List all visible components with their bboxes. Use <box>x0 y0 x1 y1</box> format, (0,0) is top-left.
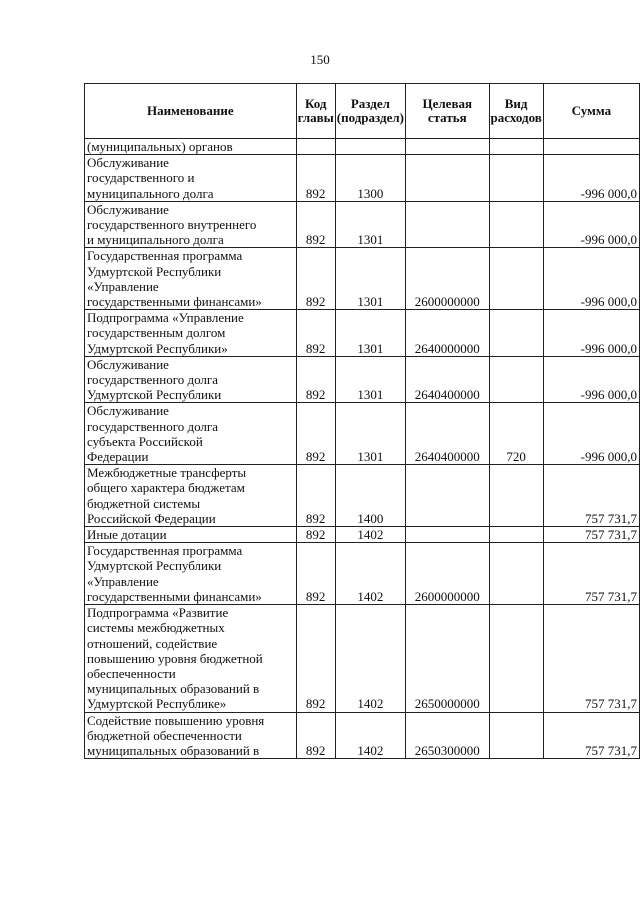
table-row <box>85 712 640 759</box>
table-row <box>85 356 640 403</box>
cell-expense-type <box>489 248 543 310</box>
cell-section: 1402 <box>335 527 405 543</box>
header-name: Наименование <box>85 84 297 139</box>
header-target-article: Целевая статья <box>405 84 489 139</box>
table-body <box>85 139 640 759</box>
cell-name: Содействие повышению уровня бюджетной обеспеченности муниципальных образований в <box>85 712 297 759</box>
header-expense-type: Вид расходов <box>489 84 543 139</box>
cell-name: Иные дотации <box>85 527 297 543</box>
table-row <box>85 201 640 248</box>
cell-target-article <box>405 201 489 248</box>
cell-chapter-code: 892 <box>296 310 335 357</box>
cell-section: 1402 <box>335 605 405 712</box>
cell-target-article: 2650300000 <box>405 712 489 759</box>
header-chapter-code: Код главы <box>296 84 335 139</box>
cell-expense-type <box>489 310 543 357</box>
cell-amount: -996 000,0 <box>543 248 639 310</box>
cell-expense-type: 720 <box>489 403 543 465</box>
cell-section: 1301 <box>335 403 405 465</box>
cell-chapter-code: 892 <box>296 605 335 712</box>
cell-section: 1402 <box>335 543 405 605</box>
header-amount: Сумма <box>543 84 639 139</box>
cell-amount: 757 731,7 <box>543 543 639 605</box>
cell-amount: -996 000,0 <box>543 403 639 465</box>
cell-section: 1400 <box>335 465 405 527</box>
cell-section: 1301 <box>335 310 405 357</box>
cell-name: Обслуживание государственного и муниципального долга <box>85 155 297 202</box>
cell-section: 1300 <box>335 155 405 202</box>
table-row <box>85 527 640 543</box>
cell-amount: 757 731,7 <box>543 465 639 527</box>
cell-amount: -996 000,0 <box>543 201 639 248</box>
cell-name: Подпрограмма «Управление государственным долгом Удмуртской Республики» <box>85 310 297 357</box>
cell-chapter-code: 892 <box>296 248 335 310</box>
cell-section <box>335 139 405 155</box>
budget-table <box>84 83 640 759</box>
cell-name: Обслуживание государственного внутреннего и муниципального долга <box>85 201 297 248</box>
cell-chapter-code: 892 <box>296 356 335 403</box>
cell-chapter-code <box>296 139 335 155</box>
cell-amount <box>543 139 639 155</box>
cell-chapter-code: 892 <box>296 403 335 465</box>
cell-chapter-code: 892 <box>296 527 335 543</box>
cell-target-article <box>405 139 489 155</box>
cell-name: Государственная программа Удмуртской Республики «Управление государственными финансами» <box>85 543 297 605</box>
cell-expense-type <box>489 155 543 202</box>
cell-name: Обслуживание государственного долга Удмуртской Республики <box>85 356 297 403</box>
table-row <box>85 605 640 712</box>
table-row <box>85 248 640 310</box>
cell-amount: 757 731,7 <box>543 712 639 759</box>
cell-target-article <box>405 527 489 543</box>
cell-section: 1301 <box>335 201 405 248</box>
table-row <box>85 403 640 465</box>
table-row <box>85 155 640 202</box>
cell-expense-type <box>489 712 543 759</box>
cell-section: 1301 <box>335 356 405 403</box>
cell-target-article <box>405 465 489 527</box>
cell-expense-type <box>489 139 543 155</box>
cell-section: 1402 <box>335 712 405 759</box>
table-header-row <box>85 84 640 139</box>
cell-target-article: 2650000000 <box>405 605 489 712</box>
table-row <box>85 543 640 605</box>
cell-target-article: 2640400000 <box>405 403 489 465</box>
cell-chapter-code: 892 <box>296 543 335 605</box>
cell-target-article: 2600000000 <box>405 543 489 605</box>
cell-expense-type <box>489 356 543 403</box>
cell-expense-type <box>489 543 543 605</box>
table-row <box>85 465 640 527</box>
cell-expense-type <box>489 527 543 543</box>
cell-chapter-code: 892 <box>296 201 335 248</box>
table-row <box>85 139 640 155</box>
cell-expense-type <box>489 465 543 527</box>
cell-target-article: 2600000000 <box>405 248 489 310</box>
cell-amount: -996 000,0 <box>543 155 639 202</box>
cell-amount: 757 731,7 <box>543 527 639 543</box>
table-row <box>85 310 640 357</box>
cell-amount: 757 731,7 <box>543 605 639 712</box>
cell-name: Обслуживание государственного долга субъекта Российской Федерации <box>85 403 297 465</box>
header-section: Раздел (подраздел) <box>335 84 405 139</box>
cell-chapter-code: 892 <box>296 712 335 759</box>
cell-name: Межбюджетные трансферты общего характера бюджетам бюджетной системы Российской Федерации <box>85 465 297 527</box>
cell-expense-type <box>489 605 543 712</box>
cell-name: (муниципальных) органов <box>85 139 297 155</box>
cell-amount: -996 000,0 <box>543 356 639 403</box>
cell-target-article: 2640000000 <box>405 310 489 357</box>
cell-amount: -996 000,0 <box>543 310 639 357</box>
cell-chapter-code: 892 <box>296 155 335 202</box>
cell-name: Подпрограмма «Развитие системы межбюджетных отношений, содействие повышению уровня бюджетной обеспеченности муниципальных образований в Удмуртской Республике» <box>85 605 297 712</box>
cell-chapter-code: 892 <box>296 465 335 527</box>
cell-section: 1301 <box>335 248 405 310</box>
cell-name: Государственная программа Удмуртской Республики «Управление государственными финансами» <box>85 248 297 310</box>
cell-target-article: 2640400000 <box>405 356 489 403</box>
cell-expense-type <box>489 201 543 248</box>
cell-target-article <box>405 155 489 202</box>
page-number: 150 <box>310 52 330 67</box>
